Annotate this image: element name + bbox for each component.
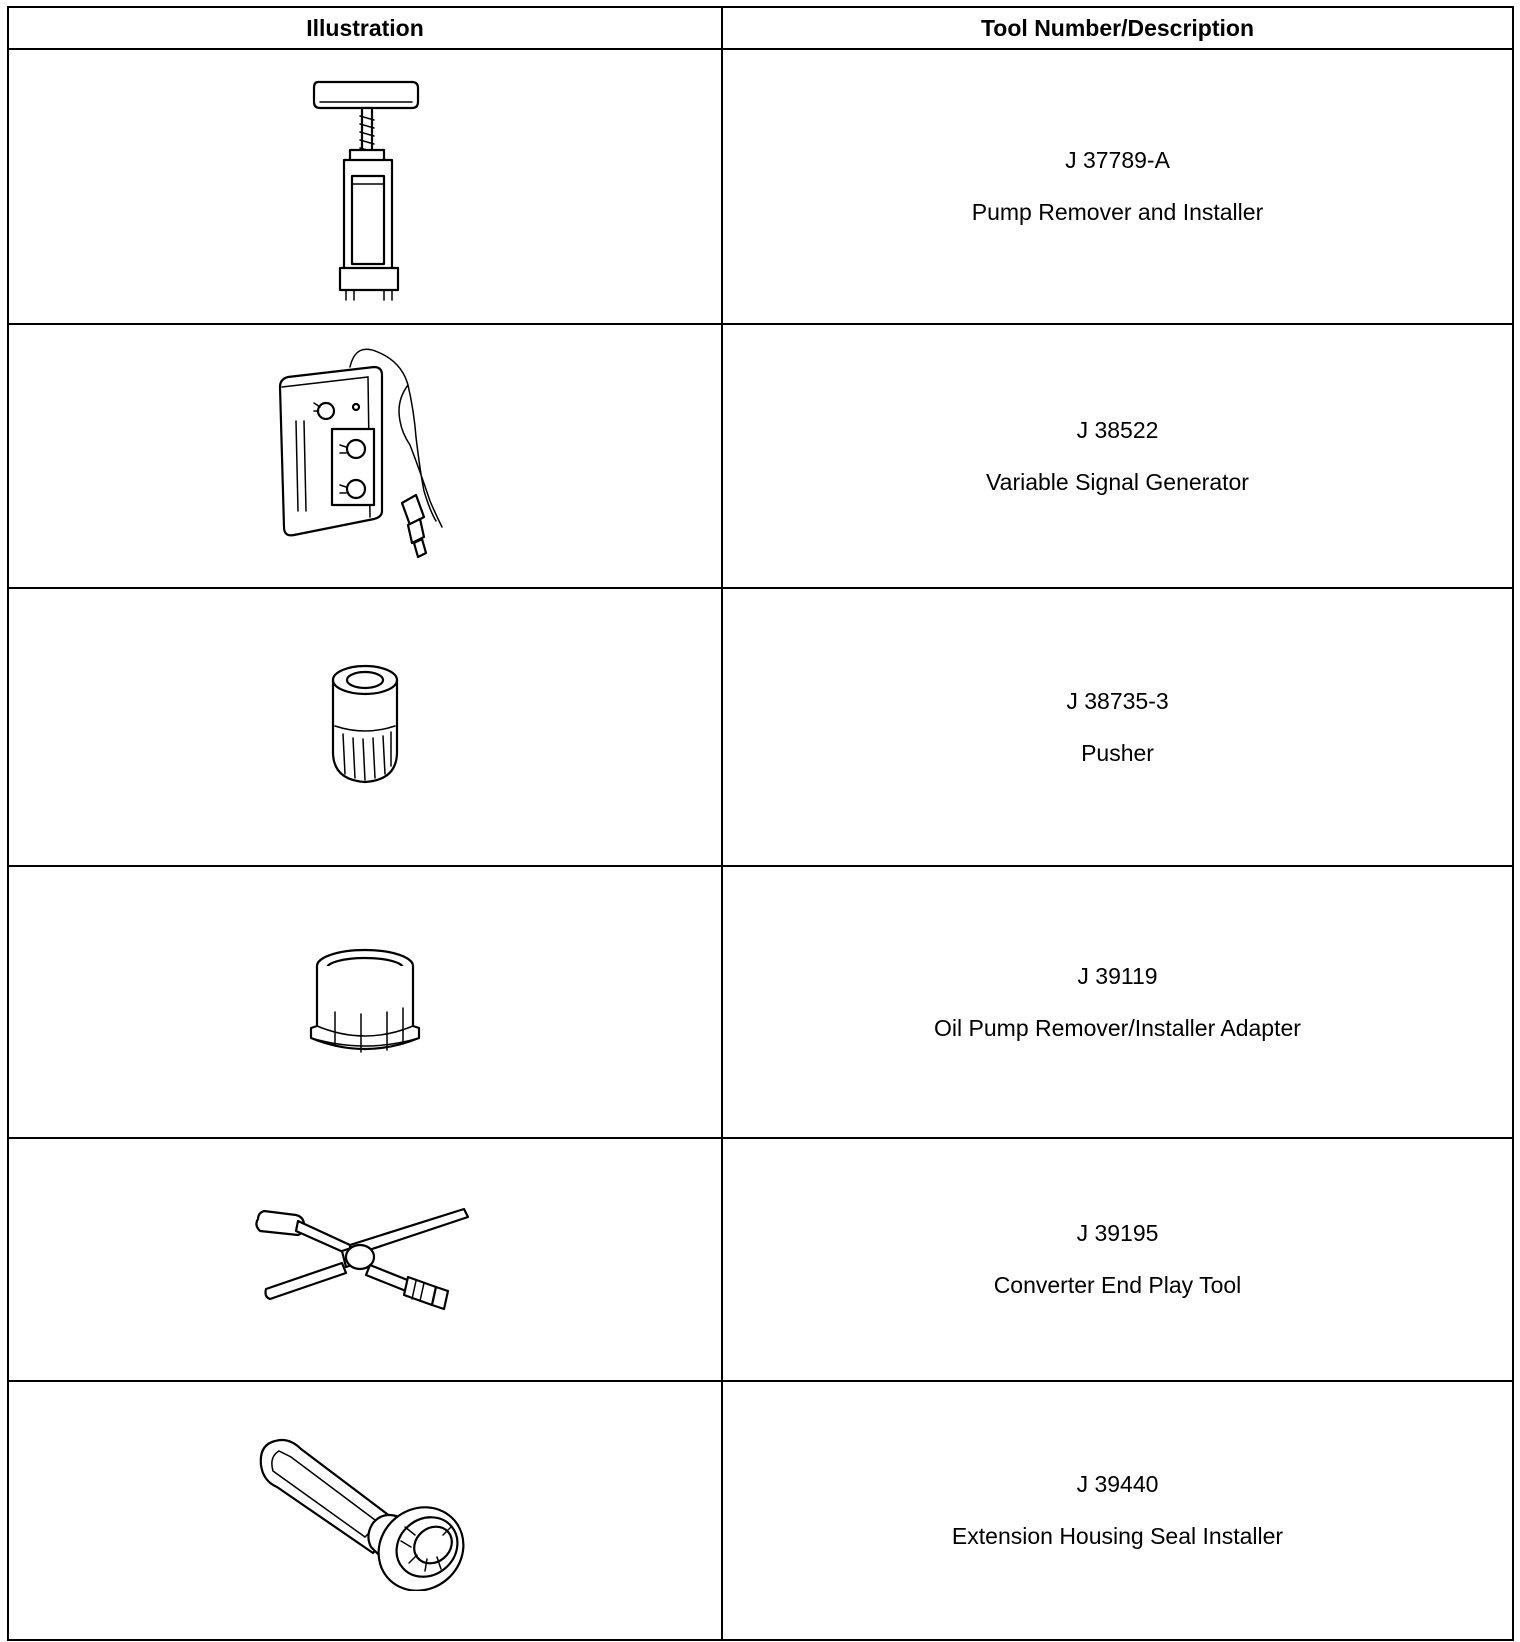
table-row — [8, 49, 1513, 324]
signal-generator-icon — [270, 341, 460, 571]
pusher-icon — [325, 662, 405, 792]
table-row — [8, 866, 1513, 1138]
tool-cell — [722, 1381, 1513, 1640]
tool-cell — [722, 324, 1513, 588]
tool-cell — [722, 1138, 1513, 1381]
tool-description-header: Tool Number/Description — [722, 7, 1513, 49]
tool-number: J 39119 — [1077, 962, 1158, 989]
illustration-cell — [8, 1138, 722, 1381]
tool-description: Variable Signal Generator — [986, 468, 1249, 495]
tool-cell — [722, 49, 1513, 324]
tool-cell — [722, 588, 1513, 866]
table-row — [8, 1138, 1513, 1381]
tool-number: J 39195 — [1076, 1220, 1159, 1246]
end-play-tool-icon — [250, 1205, 480, 1315]
tool-description: Extension Housing Seal Installer — [951, 1523, 1284, 1549]
tool-number: J 38522 — [1076, 416, 1159, 443]
table-row — [8, 588, 1513, 866]
adapter-icon — [305, 942, 425, 1062]
special-tools-table — [7, 6, 1514, 1641]
tool-description: Converter End Play Tool — [993, 1272, 1242, 1298]
tool-number: J 37789-A — [1065, 147, 1170, 173]
table-row — [8, 1381, 1513, 1640]
tool-description: Oil Pump Remover/Installer Adapter — [934, 1014, 1301, 1041]
tool-cell — [722, 866, 1513, 1138]
header-row — [8, 7, 1513, 49]
illustration-header: Illustration — [8, 7, 722, 49]
illustration-cell — [8, 588, 722, 866]
illustration-cell — [8, 866, 722, 1138]
illustration-cell — [8, 1381, 722, 1640]
illustration-cell — [8, 324, 722, 588]
illustration-cell — [8, 49, 722, 324]
tool-description: Pump Remover and Installer — [971, 199, 1264, 225]
tool-number: J 39440 — [1076, 1471, 1159, 1497]
pump-remover-installer-icon — [300, 72, 430, 302]
tool-description: Pusher — [1081, 739, 1154, 766]
tool-number: J 38735-3 — [1066, 687, 1169, 714]
table-row — [8, 324, 1513, 588]
seal-installer-icon — [255, 1431, 475, 1591]
